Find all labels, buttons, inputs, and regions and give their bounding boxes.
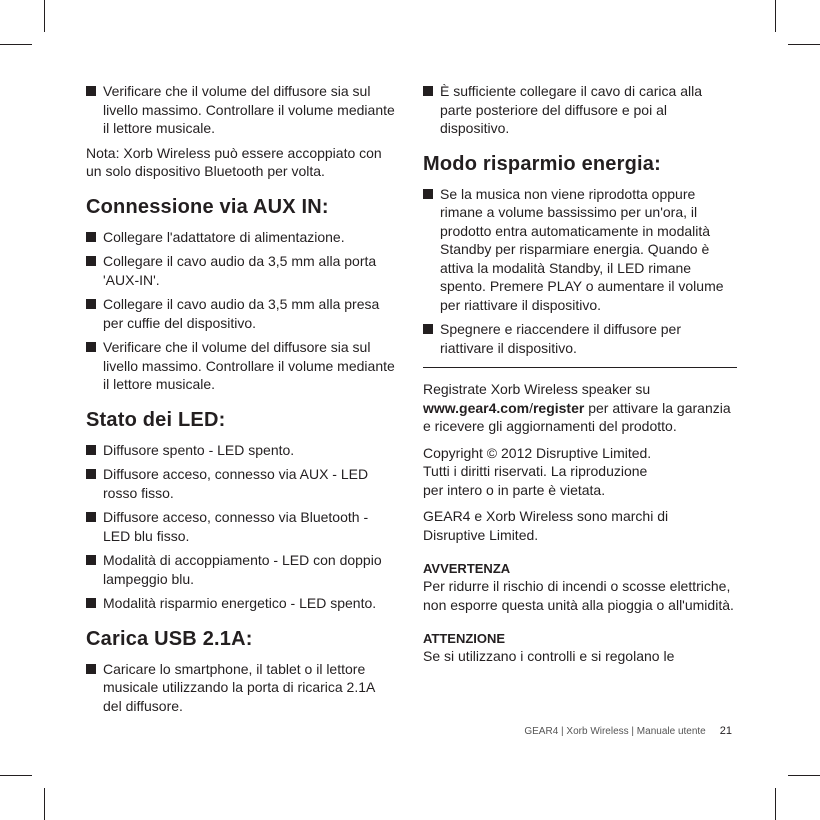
bullet-square-icon: [86, 469, 96, 479]
bullet-square-icon: [86, 598, 96, 608]
crop-mark-top-right-h: [788, 44, 820, 45]
right-intro-list: [423, 82, 737, 138]
left-intro-list: [86, 82, 396, 138]
bullet-square-icon: [423, 324, 433, 334]
divider: [423, 367, 737, 368]
bullet-square-icon: [423, 189, 433, 199]
copyright-text: Copyright © 2012 Disruptive Limited. Tutti i diritti riservati. La riproduzione per intero o in parte è vietata.: [423, 444, 652, 498]
right-column: [423, 82, 737, 674]
list-item: Collegare l'adattatore di alimentazione.: [86, 228, 396, 247]
energy-list: [423, 185, 737, 358]
list-item: Diffusore acceso, connesso via Bluetooth - LED blu fisso.: [86, 508, 396, 545]
bullet-square-icon: [86, 232, 96, 242]
bullet-square-icon: [86, 445, 96, 455]
register-url[interactable]: www.gear4.com/register: [423, 399, 585, 416]
led-list: [86, 441, 396, 613]
crop-mark-bottom-left-v: [44, 788, 45, 820]
bullet-square-icon: [86, 512, 96, 522]
left-column: [86, 82, 396, 721]
list-item: Modalità risparmio energetico - LED spento.: [86, 594, 396, 613]
caution-text: Se si utilizzano i controlli e si regolano le: [423, 648, 675, 664]
section-title-energy: Modo risparmio energia:: [423, 152, 661, 175]
bullet-square-icon: [86, 555, 96, 565]
list-item: Collegare il cavo audio da 3,5 mm alla presa per cuffie del dispositivo.: [86, 295, 396, 332]
warning-text: Per ridurre il rischio di incendi o scosse elettriche, non esporre questa unità alla pioggia o all'umidità.: [423, 578, 734, 613]
bullet-square-icon: [86, 342, 96, 352]
warning-title: AVVERTENZA: [423, 561, 511, 576]
usb-list: [86, 660, 396, 716]
page-number: 21: [719, 725, 732, 737]
list-item: Diffusore spento - LED spento.: [86, 441, 396, 460]
list-item: Modalità di accoppiamento - LED con doppio lampeggio blu.: [86, 551, 396, 588]
bullet-square-icon: [86, 256, 96, 266]
crop-mark-bottom-left-h: [0, 775, 32, 776]
list-item: Spegnere e riaccendere il diffusore per riattivare il dispositivo.: [423, 320, 737, 357]
bullet-square-icon: [423, 86, 433, 96]
bullet-square-icon: [86, 86, 96, 96]
caution-title: ATTENZIONE: [423, 631, 506, 646]
list-item: Verificare che il volume del diffusore sia sul livello massimo. Controllare il volume mediante il lettore musicale.: [86, 338, 396, 394]
list-item: Collegare il cavo audio da 3,5 mm alla porta 'AUX-IN'.: [86, 252, 396, 289]
note-text: Nota: Xorb Wireless può essere accoppiato con un solo dispositivo Bluetooth per volta.: [86, 144, 382, 179]
register-text: Registrate Xorb Wireless speaker su www.gear4.com/register per attivare la garanzia e ricevere gli aggiornamenti del prodotto.: [423, 381, 731, 434]
list-item: Verificare che il volume del diffusore sia sul livello massimo. Controllare il volume mediante il lettore musicale.: [86, 82, 396, 138]
list-item: Caricare lo smartphone, il tablet o il lettore musicale utilizzando la porta di ricarica 2.1A del diffusore.: [86, 660, 396, 716]
crop-mark-top-left-v: [44, 0, 45, 32]
section-title-aux: Connessione via AUX IN:: [86, 195, 329, 218]
list-item: Se la musica non viene riprodotta oppure rimane a volume bassissimo per un'ora, il prodotto entra automaticamente in modalità Standby per risparmiare energia. Quando è attiva la modalità Standby, il LED rimane spento. Premere PLAY o aumentare il volume per riattivare il dispositivo.: [423, 185, 737, 315]
aux-list: [86, 228, 396, 394]
section-title-usb: Carica USB 2.1A:: [86, 627, 253, 650]
trademark-text: GEAR4 e Xorb Wireless sono marchi di Disruptive Limited.: [423, 508, 669, 543]
crop-mark-top-left-h: [0, 44, 32, 45]
section-title-led: Stato dei LED:: [86, 408, 226, 431]
crop-mark-bottom-right-h: [788, 775, 820, 776]
page-footer: [524, 725, 732, 737]
list-item: È sufficiente collegare il cavo di carica alla parte posteriore del diffusore e poi al dispositivo.: [423, 82, 737, 138]
crop-mark-bottom-right-v: [775, 788, 776, 820]
bullet-square-icon: [86, 664, 96, 674]
list-item: Diffusore acceso, connesso via AUX - LED rosso fisso.: [86, 465, 396, 502]
footer-label: GEAR4 | Xorb Wireless | Manuale utente: [524, 726, 706, 737]
crop-mark-top-right-v: [775, 0, 776, 32]
bullet-square-icon: [86, 299, 96, 309]
